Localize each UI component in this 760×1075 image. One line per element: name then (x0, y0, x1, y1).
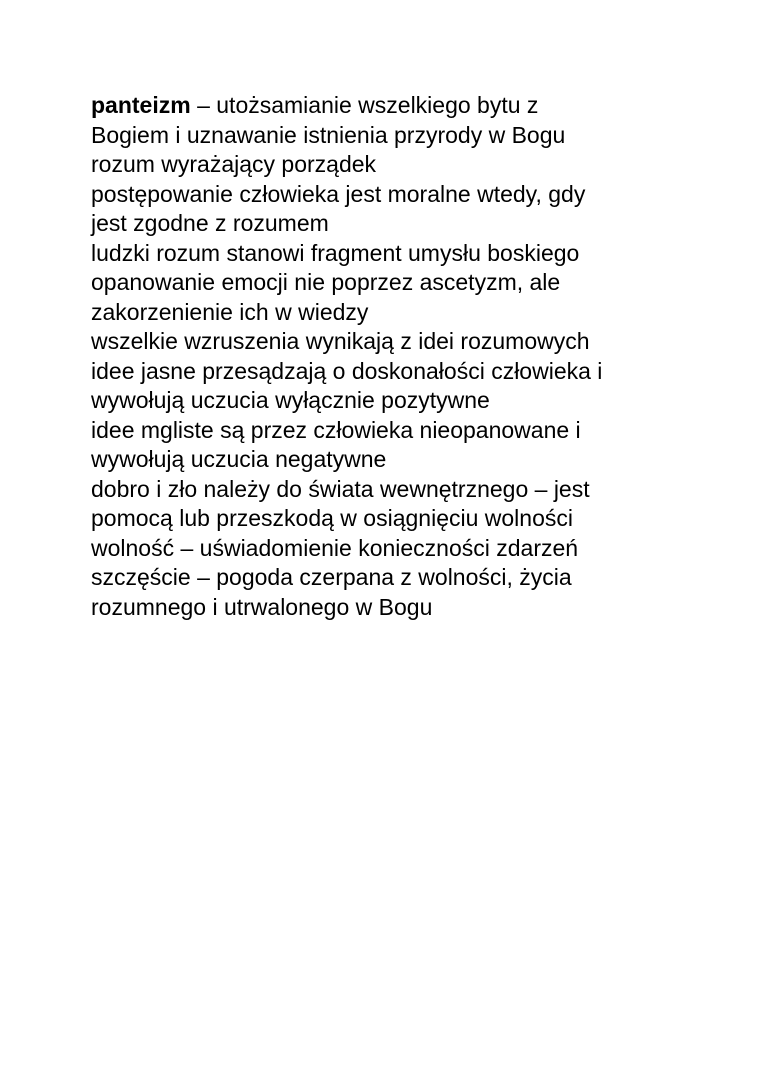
document-body (91, 91, 691, 622)
text-line: wywołują uczucia negatywne (91, 446, 387, 472)
text-line: rozum wyrażający porządek (91, 151, 377, 177)
text-line: wywołują uczucia wyłącznie pozytywne (91, 387, 490, 413)
text-line: wszelkie wzruszenia wynikają z idei rozumowych (91, 328, 590, 354)
text-line: opanowanie emocji nie poprzez ascetyzm, ale (91, 269, 561, 295)
text-line: idee mgliste są przez człowieka nieopanowane i (91, 416, 581, 443)
text-line: rozumnego i utrwalonego w Bogu (91, 593, 433, 620)
text-line: ludzki rozum stanowi fragment umysłu boskiego (91, 239, 580, 266)
definition-text: – utożsamianie wszelkiego bytu z (190, 92, 539, 118)
text-line: dobro i zło należy do świata wewnętrznego – jest (91, 475, 590, 502)
definition-line (91, 91, 691, 121)
text-line: postępowanie człowieka jest moralne wtedy, gdy (91, 180, 586, 207)
text-line: szczęście – pogoda czerpana z wolności, życia (91, 564, 572, 590)
text-line: jest zgodne z rozumem (91, 210, 329, 236)
text-line: Bogiem i uznawanie istnienia przyrody w Bogu (91, 121, 566, 148)
defined-term: panteizm (91, 92, 191, 118)
text-line: zakorzenienie ich w wiedzy (91, 298, 369, 325)
text-line: idee jasne przesądzają o doskonałości człowieka i (91, 357, 603, 384)
text-line: wolność – uświadomienie konieczności zdarzeń (91, 534, 579, 561)
text-line: pomocą lub przeszkodą w osiągnięciu wolności (91, 505, 573, 531)
